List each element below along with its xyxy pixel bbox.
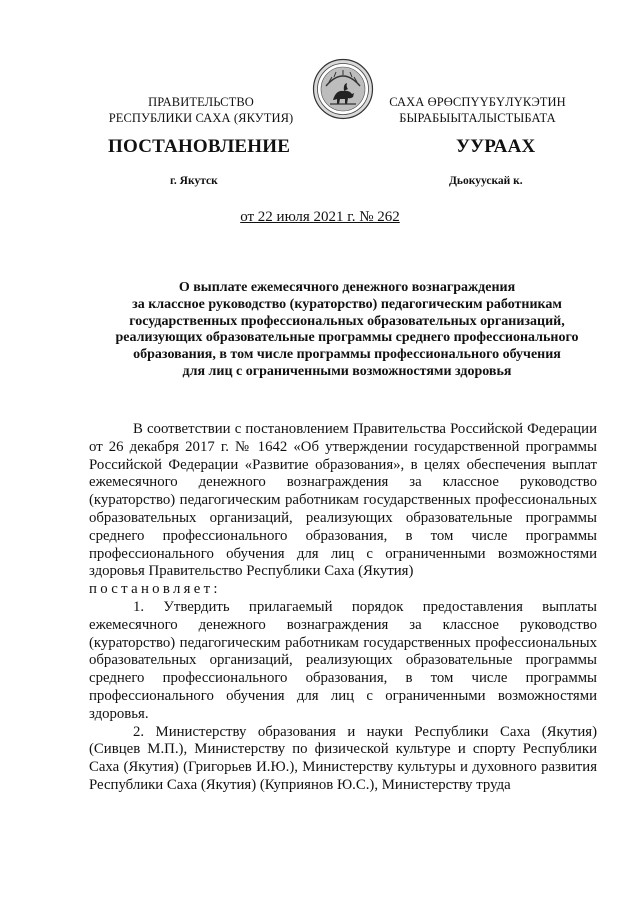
paragraph-resolves: постановляет: [89, 581, 221, 598]
date-number-line [0, 209, 640, 226]
sakha-republic-coat-of-arms-icon [312, 58, 374, 120]
paragraph-item-2: 2. Министерству образования и науки Республики Саха (Якутия) (Сивцев М.П.), Министерству по физической культуре и спорту Республики Саха (Якутия) (Григорьев И.Ю.), Министерству культуры и духовного развития Республики Саха (Якутия) (Куприянов Ю.С.), Министерству труда [89, 723, 597, 793]
date-number: от 22 июля 2021 г. № 262 [240, 209, 400, 225]
header-left-line1: ПРАВИТЕЛЬСТВО [148, 95, 254, 109]
title-line: образования, в том числе программы профессионального обучения [133, 347, 561, 363]
header-right-line1: САХА ӨРӨСПҮҮБҮЛҮКЭТИН [389, 95, 566, 109]
header-right-line2: БЫРАБЫЫТАЛЫСТЫБАТА [399, 111, 556, 125]
paragraph-item-1: 1. Утвердить прилагаемый порядок предоставления выплаты ежемесячного денежного вознаграждения за классное руководство (кураторство) педагогическим работникам государственных профессиональных образовательных организаций, реализующих образовательные программы среднего профессионального образования, в том числе программы профессионального обучения для лиц с ограниченными возможностями здоровья. [89, 598, 597, 722]
document-title [104, 280, 590, 381]
title-line: О выплате ежемесячного денежного вознаграждения [178, 280, 516, 295]
title-line: реализующих образовательные программы среднего профессионального [115, 330, 579, 346]
title-line: государственных профессиональных образовательных организаций, [129, 313, 565, 329]
doc-type-sakha: УУРААХ [456, 136, 536, 157]
title-line: для лиц с ограниченными возможностями здоровья [182, 363, 512, 379]
city-ru: г. Якутск [170, 175, 218, 187]
header-left-line2: РЕСПУБЛИКИ САХА (ЯКУТИЯ) [108, 111, 294, 125]
doc-type-ru: ПОСТАНОВЛЕНИЕ [108, 136, 291, 157]
paragraph-preamble: В соответствии с постановлением Правительства Российской Федерации от 26 декабря 2017 г. № 1642 «Об утверждении государственной программы Российской Федерации «Развитие образования», в целях обеспечения выплат ежемесячного денежного вознаграждения за классное руководство (кураторство) педагогическим работникам государственных профессиональных образовательных организаций, реализующих образовательные программы среднего профессионального образования, в том числе программы профессионального обучения для лиц с ограниченными возможностями здоровья Правительство Республики Саха (Якутия) [89, 421, 597, 580]
document-body [89, 421, 597, 795]
header-right [370, 94, 585, 126]
city-sakha: Дьокуускай к. [449, 175, 523, 187]
header-left [96, 94, 306, 126]
title-line: за классное руководство (кураторство) педагогическим работникам [132, 296, 562, 312]
